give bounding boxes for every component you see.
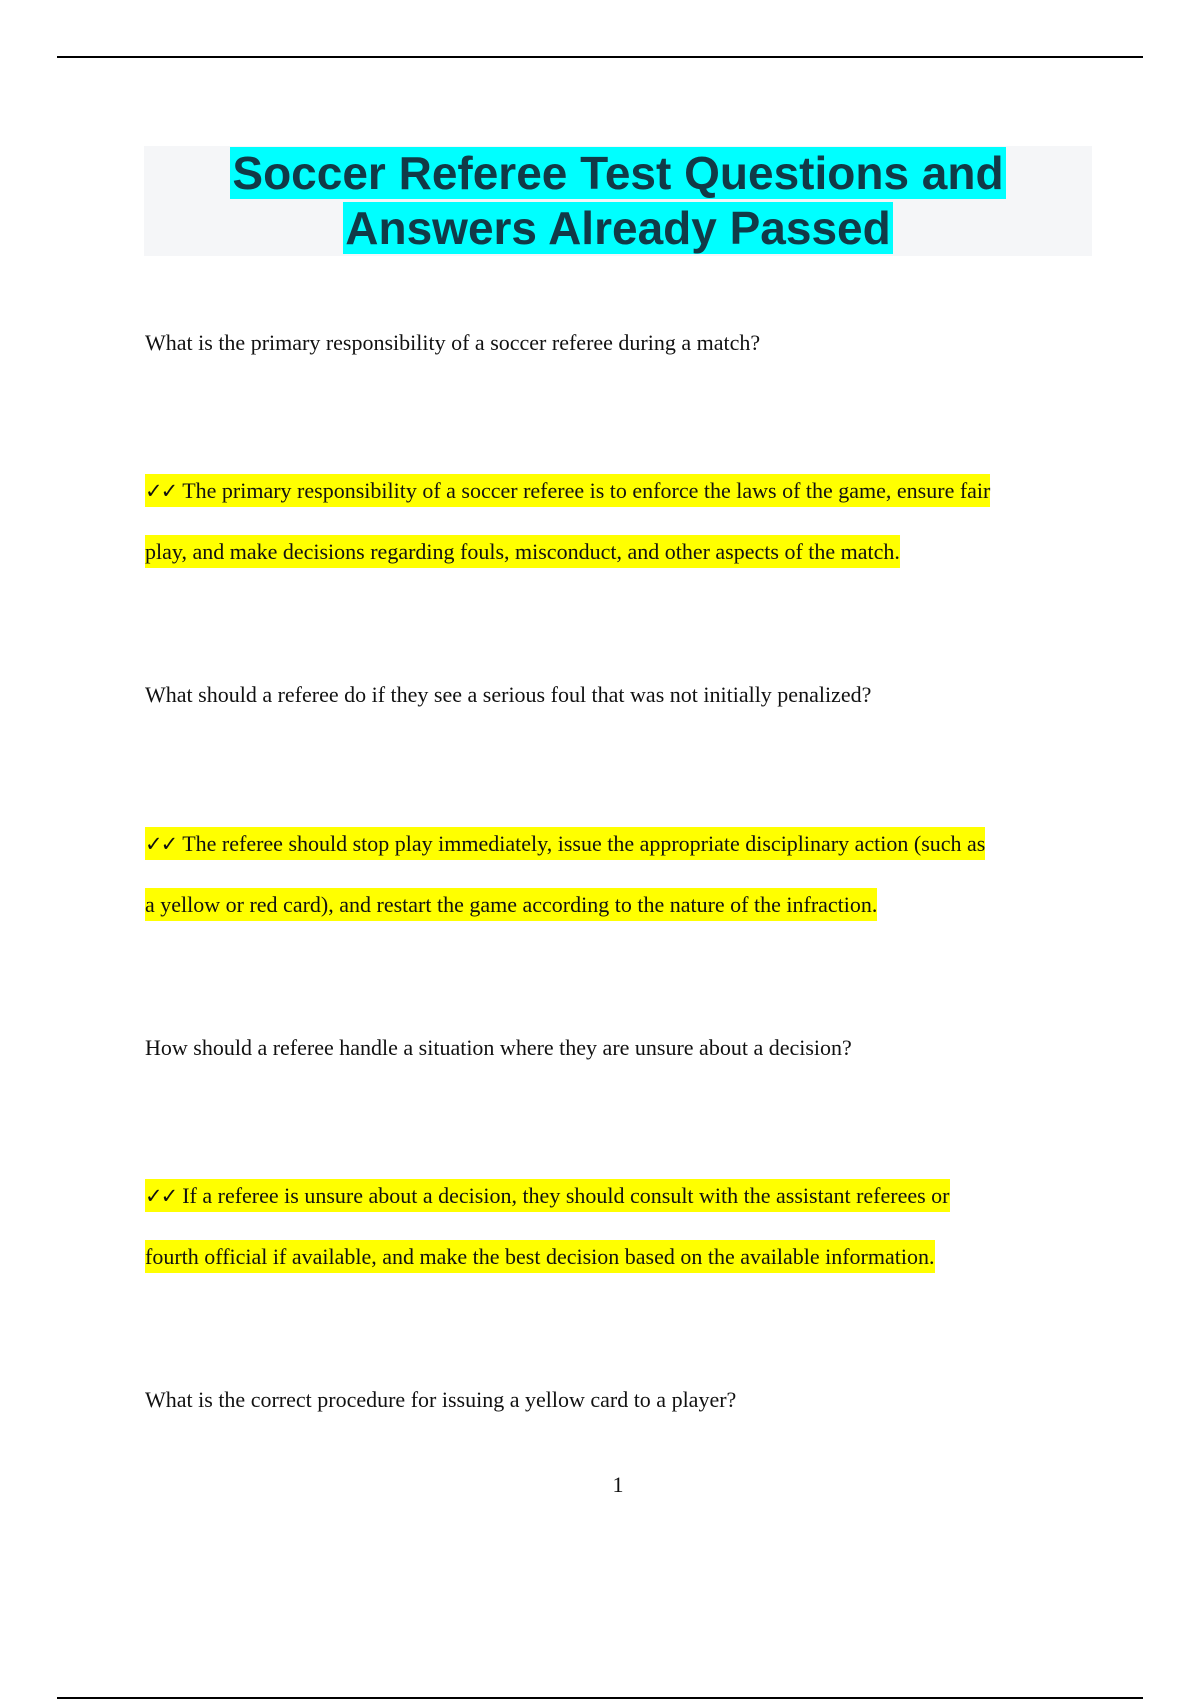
answer-3-line-2: fourth official if available, and make the best decision based on the available information.	[145, 1226, 950, 1287]
title-line-1: Soccer Referee Test Questions and	[232, 147, 1004, 199]
question-2: What should a referee do if they see a serious foul that was not initially penalized?	[145, 682, 872, 707]
page-title	[144, 146, 1092, 256]
answer-3	[145, 1165, 950, 1287]
check-icon: ✓✓	[145, 1184, 177, 1208]
answer-3-line-1: ✓✓ If a referee is unsure about a decision, they should consult with the assistant referees or	[145, 1165, 950, 1226]
footer-rule	[57, 1697, 1143, 1699]
header-rule	[57, 56, 1143, 58]
page-number: 1	[612, 1472, 624, 1497]
title-line-2: Answers Already Passed	[345, 202, 891, 254]
check-icon: ✓✓	[145, 832, 177, 856]
question-3: How should a referee handle a situation where they are unsure about a decision?	[145, 1035, 852, 1060]
answer-1-line-2: play, and make decisions regarding fouls, misconduct, and other aspects of the match.	[145, 521, 990, 582]
answer-1	[145, 460, 990, 582]
answer-2	[145, 813, 985, 935]
question-4: What is the correct procedure for issuing a yellow card to a player?	[145, 1387, 737, 1412]
check-icon: ✓✓	[145, 479, 177, 503]
question-1: What is the primary responsibility of a soccer referee during a match?	[145, 330, 761, 355]
answer-2-line-2: a yellow or red card), and restart the game according to the nature of the infraction.	[145, 874, 985, 935]
answer-2-line-1: ✓✓ The referee should stop play immediately, issue the appropriate disciplinary action (such as	[145, 813, 985, 874]
answer-1-line-1: ✓✓ The primary responsibility of a soccer referee is to enforce the laws of the game, ensure fair	[145, 460, 990, 521]
